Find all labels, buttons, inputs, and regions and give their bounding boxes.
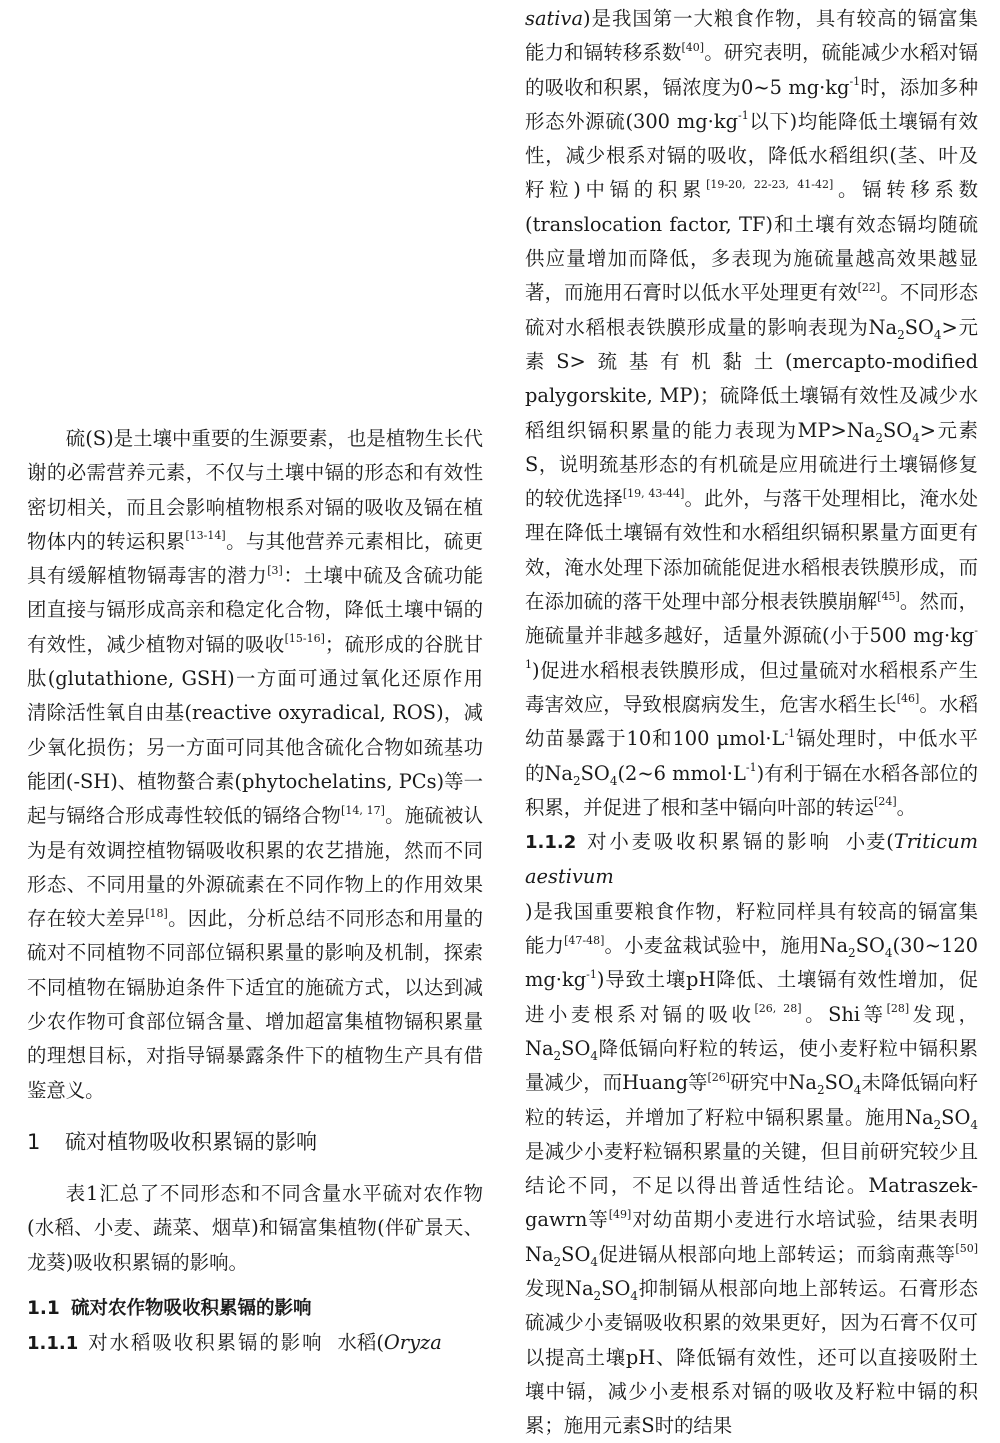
text-segment: SO [882,418,913,442]
text-segment: 表1汇总了不同形态和不同含量水平硫对农作物(水稻、小麦、蔬菜、烟草)和镉富集植物(伴矿景天、龙葵)吸收积累镉的影响。 [27,1181,483,1274]
text-segment: 是减少小麦籽粒镉积累量的关键，但目前研究较少且结论不同，不足以得出普适性结论。Matraszek-gawrn等 [525,1139,978,1232]
text-segment: 时，添加多种形态外源硫(300 mg·kg [525,75,979,133]
text-segment: )是我国第一大粮食作物，具有较高的镉富集能力和镉转移系数 [525,7,978,65]
text-segment: 。 [896,795,917,819]
text-segment: SO [904,315,934,339]
citation-superscript: -1 [586,967,597,981]
citation-superscript: [24] [874,795,897,809]
citation-superscript: [14, 17] [341,803,385,817]
citation-superscript: -1 [784,726,796,740]
text-segment: 硫(S)是土壤中重要的生源要素，也是植物生长代谢的必需营养元素，不仅与土壤中镉的形态和有效性密切相关，而且会影响植物根系对镉的吸收及镉在植物体内的转运积累 [27,427,483,553]
section-heading [27,1125,483,1159]
citation-superscript: [18] [145,906,168,920]
citation-superscript: [13-14] [185,529,226,543]
citation-superscript: [50] [955,1242,978,1256]
subsubsection-heading-wheat [525,825,978,895]
chemical-subscript: 4 [884,945,893,960]
text-segment: 。此外，与落干处理相比，淹水处理在降低土壤镉有效性和水稻组织镉积累量方面更有效，淹水处理下添加硫能促进水稻根表铁膜形成，而在添加硫的落干处理中部分根表铁膜崩解 [525,487,979,614]
citation-superscript: -1 [525,623,978,672]
text-segment: 。因此，分析总结不同形态和用量的硫对不同植物不同部位镉积累量的影响及机制，探索不同植物在镉胁迫条件下适宜的施硫方式，以达到减少农作物可食部位镉含量、增加超富集植物镉积累量的理想目标，对指导镉暴露条件下的植物生产具有借鉴意义。 [27,907,484,1102]
chemical-subscript: 4 [590,1254,598,1269]
citation-superscript: [3] [267,563,283,577]
chemical-subscript: 4 [970,1117,978,1132]
text-segment: 未降低镉向籽粒的转运，并增加了籽粒中镉积累量。施用Na [525,1071,978,1129]
text-segment: SO [824,1071,854,1095]
citation-superscript: [22] [857,280,881,294]
chemical-subscript: 2 [897,327,905,342]
text-segment: 。施硫被认为是有效调控植物镉吸收积累的农艺措施，然而不同形态、不同用量的外源硫素在不同作物上的作用效果存在较大差异 [27,804,483,931]
chemical-subscript: 2 [572,773,581,788]
text-segment: 抑制镉从根部向地上部转运。石膏形态硫减少小麦镉吸收积累的效果更好，因为石膏不仅可以提高土壤pH、降低镉有效性，还可以直接吸附土壤中镉，减少小麦根系对镉的吸收及籽粒中镉的积累；施用元素S时的结果 [525,1276,978,1438]
subsubsection-lead: 小麦( [845,830,894,854]
text-segment: )促进水稻根表铁膜形成，但过量硫对水稻根系产生毒害效应，导致根腐病发生，危害水稻生长 [525,658,978,716]
section-paragraph [27,1177,483,1280]
subsubsection-lead: 水稻( [337,1330,384,1354]
text-segment: (2~6 mmol·L [617,761,746,785]
wheat-paragraph [525,895,978,1443]
left-column [27,422,483,1361]
text-segment: 。水稻幼苗暴露于10和100 μmol·L [525,692,979,751]
citation-superscript: -1 [745,761,757,775]
citation-superscript: -1 [849,75,861,89]
section-number: 1 [27,1129,41,1154]
chemical-subscript: 4 [609,773,618,788]
text-segment: 。与其他营养元素相比，硫更具有缓解植物镉毒害的潜力 [27,529,484,588]
subsubsection-number: 1.1.2 [525,832,577,854]
chemical-subscript: 4 [912,430,920,445]
text-segment: 发现，Na [525,1002,978,1060]
text-segment: SO [580,761,610,785]
subsubsection-heading [27,1326,483,1361]
text-segment: )有利于镉在水稻各部位的积累，并促进了根和茎中镉向叶部的转运 [525,761,979,819]
text-segment: 发现Na [525,1276,594,1300]
subsubsection-title: 对水稻吸收积累镉的影响 [88,1330,324,1354]
text-segment: 降低镉向籽粒的转运，使小麦籽粒中镉积累量减少，而Huang等 [525,1036,978,1095]
chemical-subscript: 4 [630,1288,638,1303]
text-segment: 。研究表明，硫能减少水稻对镉的吸收和积累，镉浓度为0~5 mg·kg [525,41,979,99]
citation-superscript: [46] [896,692,920,706]
text-segment: (30~120 mg·kg [525,934,979,992]
text-segment: 对幼苗期小麦进行水培试验，结果表明Na [525,1208,978,1266]
chemical-subscript: 4 [933,327,942,342]
text-segment: 研究中Na [730,1071,817,1095]
chemical-subscript: 2 [816,1083,825,1098]
subsubsection-lead-italic: Oryza [383,1330,442,1354]
text-segment: 以下)均能降低土壤镉有效性，减少根系对镉的吸收，降低水稻组织(茎、叶及籽粒)中镉的积累 [525,109,978,202]
citation-superscript: [19-20, 22-23, 41-42] [706,178,834,192]
citation-superscript: [15-16] [284,632,325,646]
chemical-subscript: 2 [848,945,856,960]
chemical-subscript: 2 [933,1117,942,1132]
intro-paragraph [27,422,483,1108]
text-segment: SO [601,1276,631,1300]
text-segment: )导致土壤pH降低、土壤镉有效性增加，促进小麦根系对镉的吸收 [525,968,978,1026]
text-segment: >元素S>巯基有机黏土(mercapto-modified palygorskite, MP)；硫降低土壤镉有效性及减少水稻组织镉积累量的能力表现为MP>Na [525,315,979,442]
text-segment: )是我国重要粮食作物，籽粒同样具有较高的镉富集能力 [525,899,978,958]
citation-superscript: -1 [738,109,749,123]
text-segment: 。小麦盆栽试验中，施用Na [604,934,849,958]
chemical-subscript: 2 [553,1048,562,1063]
text-segment: SO [561,1036,591,1060]
citation-superscript: [47-48] [564,933,605,947]
citation-superscript: [26, 28] [754,1002,802,1016]
subsection-heading [27,1292,483,1326]
citation-superscript: [28] [886,1002,910,1016]
text-segment: SO [941,1105,971,1129]
italic-text: sativa [525,7,584,30]
text-segment: ：土壤中硫及含硫功能团直接与镉形成高亲和稳定化合物，降低土壤中镉的有效性，减少植物对镉的吸收 [27,564,484,656]
subsubsection-number: 1.1.1 [27,1332,79,1354]
citation-superscript: [26] [707,1070,731,1084]
chemical-subscript: 4 [590,1048,598,1063]
chemical-subscript: 2 [593,1288,602,1303]
citation-superscript: [49] [608,1207,632,1221]
text-segment: 镉处理时，中低水平的Na [525,727,978,785]
text-segment: >元素S，说明巯基形态的有机硫是应用硫进行土壤镉修复的较优选择 [525,418,978,511]
section-title: 硫对植物吸收积累镉的影响 [65,1129,317,1154]
text-segment: 促进镉从根部向地上部转运；而翁南燕等 [598,1242,956,1266]
subsubsection-title: 对小麦吸收积累镉的影响 [586,830,832,854]
subsection-number: 1.1 [27,1297,60,1319]
chemical-subscript: 2 [553,1254,562,1269]
text-segment: ；硫形成的谷胱甘肽(glutathione, GSH)一方面可通过氧化还原作用清除活性氧自由基(reactive oxyradical, ROS)，减少氧化损伤；另一方面可同其他含硫化合物如巯基功能团(-SH)、植物螯合素(phytochelatins, PCs)等一起与镉络合形成毒性较低的镉络合物 [27,632,484,828]
citation-superscript: [45] [877,589,900,603]
text-segment: 。然而，施硫量并非越多越好，适量外源硫(小于500 mg·kg [525,590,979,648]
subsection-title: 硫对农作物吸收积累镉的影响 [71,1297,312,1319]
citation-superscript: [40] [681,40,705,54]
wheat-latin-name: Triticum aestivum [525,830,978,889]
citation-superscript: [19, 43-44] [622,486,685,500]
chemical-subscript: 4 [853,1083,862,1098]
text-segment: 。镉转移系数(translocation factor, TF)和土壤有效态镉均随硫供应量增加而降低，多表现为施硫量越高效果越显著，而施用石膏时以低水平处理更有效 [525,178,979,305]
chemical-subscript: 2 [875,430,883,445]
right-column [525,2,978,1443]
rice-paragraph [525,2,978,825]
text-segment: SO [561,1242,591,1266]
text-segment: 。不同形态硫对水稻根表铁膜形成量的影响表现为Na [525,281,979,339]
text-segment: SO [855,934,885,958]
text-segment: 。Shi等 [801,1002,887,1026]
